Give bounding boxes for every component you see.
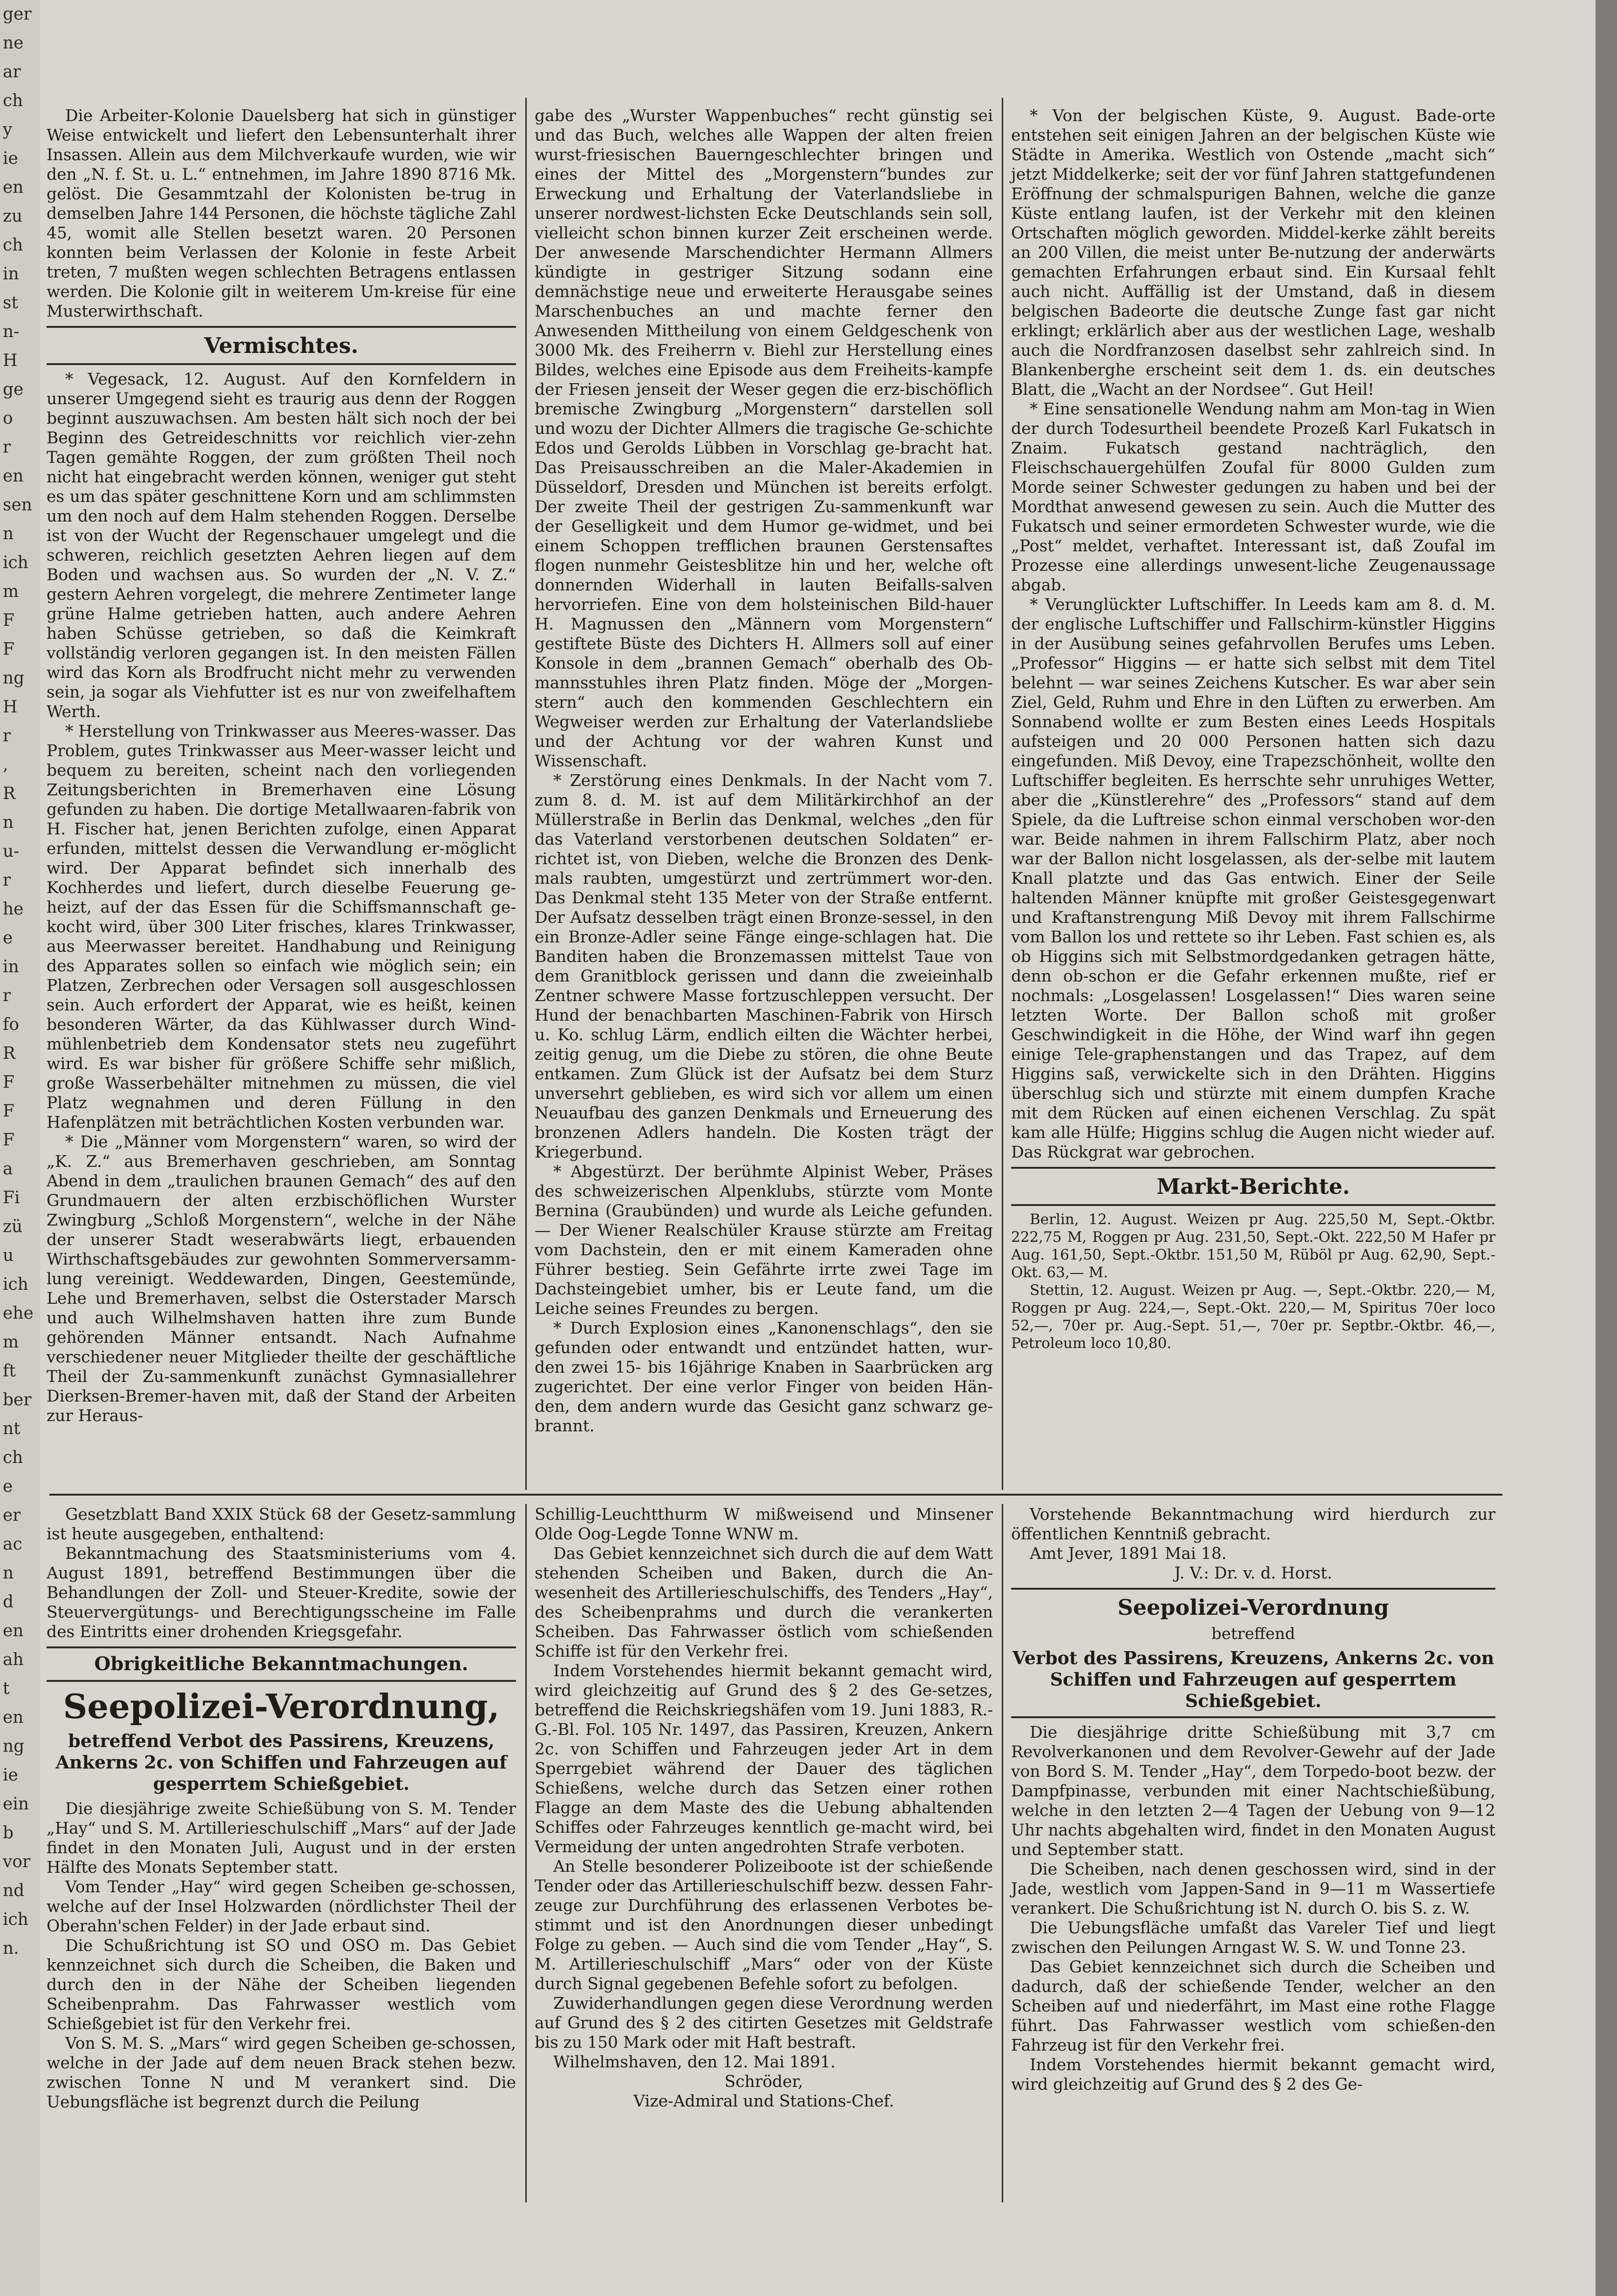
notice-paragraph: Das Gebiet kennzeichnet sich durch die auf dem Watt stehenden Scheiben und Baken, durch die An-wesenheit des Artillerieschulschiffs, des Tenders „Hay“, des Scheibenprahms und durch die verankerten Scheiben. Das Fahrwasser östlich vom schießenden Schiffe ist für den Verkehr frei.: [535, 1544, 993, 1661]
strip-fragment: r: [3, 726, 11, 745]
official-notices-heading: Obrigkeitliche Bekanntmachungen.: [94, 1653, 469, 1675]
kolonie-article: Die Arbeiter-Kolonie Dauelsberg hat sich in günstiger Weise entwickelt und liefert den Lebensunterhalt ihrer Insassen. Allein aus dem Milchverkaufe wurden, wie wir den „N. f. St. u. L.“ entnehmen, im Jahre 1890 8716 Mk. gelöst. Die Gesammtzahl der Kolonisten be-trug in demselben Jahre 144 Personen, die höchste tägliche Zahl 45, womit alle Stellen besetzt waren. 20 Personen konnten beim Verlassen der Kolonie in feste Arbeit treten, 7 mußten wegen schlechten Betragens entlassen werden. Die Kolonie gilt in weiterem Um-kreise für eine Musterwirthschaft.: [47, 107, 516, 321]
notice-paragraph: Vorstehende Bekanntmachung wird hierdurch zur öffentlichen Kenntniß gebracht.: [1011, 1505, 1495, 1544]
strip-fragment: he: [3, 900, 24, 919]
strip-fragment: n: [3, 813, 14, 832]
strip-fragment: en: [3, 1708, 24, 1727]
trinkwasser-article: * Herstellung von Trinkwasser aus Meeres-wasser. Das Problem, gutes Trinkwasser aus Meer-wasser leicht und bequem zu bereiten, scheint nach den vorliegenden Zeitungsberichten in Bremerhaven eine Lösung gefunden zu haben. Die dortige Metallwaaren-fabrik von H. Fischer hat, jenen Berichten zufolge, einen Apparat erfunden, mittelst dessen die Verwandlung er-möglicht wird. Der Apparat befindet sich innerhalb des Kochherdes und liefert, durch dieselbe Feuerung ge-heizt, auf der das Essen für die Schiffsmannschaft ge-kocht wird, über 300 Liter frisches, klares Trinkwasser, aus Meerwasser bereitet. Handhabung und Reinigung des Apparates sollen so einfach wie möglich sein; ein Platzen, Zerbrechen oder Versagen soll ausgeschlossen sein. Auch erfordert der Apparat, wie es heißt, keinen besonderen Wärter, da das Kühlwasser durch Wind-mühlenbetrieb dem Kondensator stets neu zugeführt wird. Es war bisher für größere Schiffe sehr mißlich, große Wasserbehälter mitnehmen zu müssen, die viel Platz wegnahmen und deren Füllung in den Hafenplätzen mit beträchtlichen Kosten verbunden war.: [47, 722, 516, 1132]
strip-fragment: en: [3, 1621, 24, 1640]
strip-fragment: ng: [3, 1737, 25, 1756]
strip-fragment: fo: [3, 1015, 19, 1034]
notice-date: Amt Jever, 1891 Mai 18.: [1030, 1544, 1227, 1563]
strip-fragment: ng: [3, 669, 25, 688]
strip-fragment: m: [3, 1333, 19, 1352]
strip-fragment: a: [3, 1159, 13, 1178]
maenner-article-continued: gabe des „Wurster Wappenbuches“ recht günstig sei und das Buch, welches alle Wappen der alten freien wurst-friesischen Bauerngeschlechter bringen und eines der Mittel des „Morgenstern“bundes zur Erweckung und Erhaltung der Vaterlandsliebe in unserer nordwest-lichsten Ecke Deutschlands sein soll, vielleicht schon binnen kurzer Zeit erscheinen werde. Der anwesende Marschendichter Hermann Allmers kündigte in gestriger Sitzung sodann eine demnächstige neue und erweiterte Herausgabe seines Marschenbuches an und machte ferner den Anwesenden Mittheilung von einem Geldgeschenk von 3000 Mk. des Freiherrn v. Biehl zur Herstellung eines Bildes, welches eine Episode aus dem Freiheits-kampfe der Friesen jenseit der Weser gegen die erz-bischöflich bremische Zwingburg „Morgenstern“ darstellen soll und wozu der Dichter Allmers die tragische Ge-schichte Edos und Gerolds Lübben in Vorschlag ge-bracht hat. Das Preisausschreiben an die Maler-Akademien in Düsseldorf, Dresden und München ist bereits erfolgt. Der zweite Theil der gestrigen Zu-sammenkunft war der Geselligkeit und dem Humor ge-widmet, und bei einem Schoppen trefflichen braunen Gerstensaftes flogen nunmehr Geistesblitze hin und her, welche oft donnernden Widerhall in lauten Beifalls-salven hervorriefen. Eine von dem holsteinischen Bild-hauer H. Magnussen den „Männern vom Morgenstern“ gestiftete Büste des Dichters H. Allmers soll auf einer Konsole in dem „brannen Gemach“ oberhalb des Ob-mannsstuhles ihren Platz finden. Möge der „Morgen-stern“ auch den kommenden Geschlechtern ein Wegweiser werden zur Erhaltung der Vaterlandsliebe und der Achtung vor der wahren Kunst und Wissenschaft.: [535, 107, 993, 771]
strip-fragment: ac: [3, 1535, 22, 1554]
strip-fragment: ehe: [3, 1304, 34, 1323]
strip-fragment: zü: [3, 1217, 23, 1236]
denkmal-article: * Zerstörung eines Denkmals. In der Nacht vom 7. zum 8. d. M. ist auf dem Militärkirchhof an der Müllerstraße in Berlin das Denkmal, welches „den für das Vaterland verstorbenen deutschen Soldaten“ er-richtet ist, von Dieben, welche die Bronzen des Denk-mals raubten, umgestürzt und zertrümmert wor-den. Das Denkmal steht 135 Meter von der Straße entfernt. Der Aufsatz desselben trägt einen Bronze-sessel, in den ein Bronze-Adler seine Fänge einge-schlagen hat. Die Banditen haben die Bronzemassen mittelst Taue von dem Granitblock gerissen und dann die zweieinhalb Zentner schwere Masse fortzuschleppen versucht. Der Hund der benachbarten Maschinen-Fabrik von Hirsch u. Ko. schlug Lärm, endlich eilten die Wächter herbei, zeitig genug, um die Diebe zu stören, die ohne Beute entkamen. Zum Glück ist der Aufsatz bei dem Sturz unversehrt geblieben, es wird sich vor allem um einen Neuaufbau des ganzen Denkmals und Erneuerung des bronzenen Adlers handeln. Die Kosten trägt der Kriegerbund.: [535, 772, 993, 1162]
strip-fragment: F: [3, 640, 14, 659]
notice-paragraph: Die diesjährige zweite Schießübung von S. M. Tender „Hay“ und S. M. Artillerieschulschiff „Mars“ auf der Jade findet in den Monaten Juli, August und in der ersten Hälfte des Monats September statt.: [47, 1800, 516, 1877]
notice-paragraph: Schillig-Leuchtthurm W mißweisend und Minsener Olde Oog-Legde Tonne WNW m.: [535, 1505, 993, 1544]
strip-fragment: ich: [3, 1275, 28, 1294]
strip-fragment: nd: [3, 1881, 25, 1900]
column-3: [1011, 106, 1495, 1352]
notice-paragraph: Die Uebungsfläche umfaßt das Vareler Tief und liegt zwischen den Peilungen Arngast W. S. W. und Tonne 23.: [1011, 1919, 1495, 1957]
seepolizei-subheading-2: Verbot des Passirens, Kreuzens, Ankerns 2c. von Schiffen und Fahrzeugen auf gesperrtem Schießgebiet.: [1012, 1647, 1495, 1711]
strip-fragment: ich: [3, 553, 28, 572]
market-report-berlin: Berlin, 12. August. Weizen pr Aug. 225,50 M, Sept.-Oktbr. 222,75 M, Roggen pr Aug. 231,50, Sept.-Okt. 222,50 M Hafer pr Aug. 161,50, Sept.-Oktbr. 151,50 M, Rüböl pr Aug. 62,90, Sept.-Okt. 63,— M.: [1011, 1211, 1495, 1281]
strip-fragment: ich: [3, 1910, 28, 1929]
bottom-column-1: [47, 1505, 516, 2112]
bottom-column-2: [535, 1505, 993, 2111]
column-rule-1: [525, 98, 527, 1490]
seepolizei-heading: Seepolizei-Verordnung,: [63, 1686, 500, 1726]
divider: [1011, 1588, 1495, 1590]
divider: [47, 1646, 516, 1648]
strip-fragment: in: [3, 264, 19, 284]
strip-fragment: F: [3, 1073, 14, 1092]
vegesack-article: * Vegesack, 12. August. Auf den Kornfeldern in unserer Umgegend sieht es traurig aus denn der Roggen beginnt auszuwachsen. Am besten hält sich noch der bei Beginn des Getreideschnitts vor reichlich vier-zehn Tagen gemähte Roggen, der zum größten Theil noch nicht hat eingebracht werden können, weniger gut steht es um das später geschnittene Korn und am schlimmsten um den noch auf dem Halm stehenden Roggen. Derselbe ist von der Wucht der Regenschauer umgelegt und die schweren, reichlich gesetzten Aehren liegen auf dem Boden und wachsen aus. So wurden der „N. V. Z.“ gestern Aehren vorgelegt, die mehrere Zentimeter lange grüne Halme getrieben hatten, auch andere Aehren haben Schüsse getrieben, so daß die Keimkraft vollständig verloren gegangen ist. In den meisten Fällen wird das Korn als Brodfrucht nicht mehr zu verwenden sein, ja sogar als Viehfutter ist es nur von zweifelhaftem Werth.: [47, 370, 516, 721]
adjacent-page-strip: [0, 0, 40, 2296]
strip-fragment: ne: [3, 34, 24, 53]
strip-fragment: R: [3, 784, 16, 803]
section-heading-vermischtes: Vermischtes.: [204, 333, 359, 358]
strip-fragment: e: [3, 928, 13, 948]
seepolizei-heading-2: Seepolizei-Verordnung: [1117, 1595, 1389, 1620]
strip-fragment: n-: [3, 322, 20, 341]
strip-fragment: R: [3, 1044, 16, 1063]
strip-fragment: y: [3, 120, 13, 139]
strip-fragment: ger: [3, 5, 32, 24]
strip-fragment: er: [3, 1506, 21, 1525]
strip-fragment: u: [3, 1246, 14, 1265]
strip-fragment: ein: [3, 1795, 29, 1814]
notice-paragraph: Vom Tender „Hay“ wird gegen Scheiben ge-schossen, welche auf der Insel Holzwarden (nördlichster Theil der Oberahn'schen Felder) in der Jade erbaut sind.: [47, 1878, 516, 1936]
betreffend-label: betreffend: [1211, 1625, 1295, 1643]
notice-paragraph: Die diesjährige dritte Schießübung mit 3,7 cm Revolverkanonen und dem Revolver-Gewehr auf der Jade von Bord S. M. Tender „Hay“, dem Torpedo-boot bezw. der Dampfpinasse, verbunden mit einer Nachtschießübung, welche in den letzten 2—4 Tagen der Uebung von 9—12 Uhr nachts abgehalten wird, findet in den Monaten August und September statt.: [1011, 1723, 1495, 1859]
strip-fragment: b: [3, 1823, 14, 1842]
strip-fragment: F: [3, 1102, 14, 1121]
strip-fragment: n: [3, 524, 14, 543]
strip-fragment: ah: [3, 1650, 24, 1669]
strip-fragment: r: [3, 986, 11, 1005]
strip-fragment: u-: [3, 842, 20, 861]
seepolizei-subheading: betreffend Verbot des Passirens, Kreuzens, Ankerns 2c. von Schiffen und Fahrzeugen auf gesperrtem Schießgebiet.: [55, 1730, 507, 1794]
strip-fragment: ar: [3, 62, 21, 81]
strip-fragment: zu: [3, 207, 23, 226]
abgestuerzt-article: * Abgestürzt. Der berühmte Alpinist Weber, Präses des schweizerischen Alpenklubs, stürzte vom Monte Bernina (Graubünden) und wurde als Leiche gefunden. — Der Wiener Realschüler Krause stürzte am Freitag vom Dachstein, den er mit einem Kameraden ohne Führer bestieg. Sein Gefährte irrte zwei Tage im Dachsteingebiet umher, bis er Leute fand, um die Leiche seines Freundes zu bergen.: [535, 1163, 993, 1318]
notice-paragraph: An Stelle besonderer Polizeiboote ist der schießende Tender oder das Artillerieschulschiff bezw. dessen Fahr-zeuge zur Durchführung des erlassenen Verbotes be-stimmt und ist den Anordnungen dieser unbedingt Folge zu geben. — Auch sind die vom Tender „Hay“, S. M. Artillerieschulschiff „Mars“ oder von der Küste durch Signal gegebenen Befehle sofort zu befolgen.: [535, 1857, 993, 1993]
strip-fragment: ge: [3, 380, 24, 399]
strip-fragment: ber: [3, 1390, 32, 1409]
strip-fragment: n.: [3, 1939, 19, 1958]
maenner-article: * Die „Männer vom Morgenstern“ waren, so wird der „K. Z.“ aus Bremerhaven geschrieben, am Sonntag Abend in dem „traulichen braunen Gemach“ des auf den Grundmauern der alten erzbischöflichen Wurster Zwingburg „Schloß Morgenstern“, welche in der Nähe der unserer Stadt weserabwärts liegt, erbauenden Wirthschaftsgebäudes zur gewohnten Sommerversamm-lung vereinigt. Weddewarden, Dingen, Geestemünde, Lehe und Bremerhaven, selbst die Osterstader Marsch und auch Wilhelmshaven hatten ihre zum Bunde gehörenden Männer entsandt. Nach Aufnahme verschiedener neuer Mitglieder theilte der geschäftliche Theil der Zu-sammenkunft zunächst Gymnasiallehrer Dierksen-Bremer-haven mit, daß der Stand der Arbeiten zur Heraus-: [47, 1133, 516, 1425]
notice-paragraph: Die Scheiben, nach denen geschossen wird, sind in der Jade, westlich vom Jappen-Sand in 9—11 m Wassertiefe verankert. Die Schußrichtung ist N. durch O. bis S. z. W.: [1011, 1860, 1495, 1918]
notice-paragraph: Von S. M. S. „Mars“ wird gegen Scheiben ge-schossen, welche in der Jade auf dem neuen Brack stehen bezw. zwischen Tonne N und M verankert sind. Die Uebungsfläche ist begrenzt durch die Peilung: [47, 2034, 516, 2112]
explosion-article: * Durch Explosion eines „Kanonenschlags“, den sie gefunden oder entwandt und entzündet hatten, wur-den zwei 15- bis 16jährige Knaben in Saarbrücken arg zugerichtet. Der eine verlor Finger von beiden Hän-den, dem andern wurde das Gesicht ganz schwarz ge-brannt.: [535, 1319, 993, 1436]
strip-fragment: ch: [3, 1448, 23, 1467]
strip-fragment: e: [3, 1477, 13, 1496]
signature: J. V.: Dr. v. d. Horst.: [1174, 1564, 1332, 1583]
strip-fragment: ie: [3, 149, 18, 168]
strip-fragment: Fi: [3, 1188, 20, 1207]
divider: [1011, 1167, 1495, 1169]
kueste-article: * Von der belgischen Küste, 9. August. Bade-orte entstehen seit einigen Jahren an der belgischen Küste wie Städte in Amerika. Westlich von Ostende „macht sich“ jetzt Middelkerke; seit der vor fünf Jahren stattgefundenen Eröffnung der schmalspurigen Bahnen, welche die ganze Küste entlang laufen, ist der Verkehr mit den kleinen Ortschaften möglich geworden. Middel-kerke zählt bereits an 200 Villen, die meist unter Be-nutzung der anderwärts gemachten Erfahrungen erbaut sind. Ein Kursaal fehlt auch nicht. Auffällig ist der Umstand, daß in diesem belgischen Badeorte die deutsche Zunge fast gar nicht erklingt; erklärlich aber aus der westlichen Lage, weshalb auch die Nordfranzosen daselbst sehr zahlreich sind. In Blankenberghe erscheint seit dem 1. ds. ein deutsches Blatt, die „Wacht an der Nordsee“. Gut Heil!: [1011, 107, 1495, 399]
wendung-article: * Eine sensationelle Wendung nahm am Mon-tag in Wien der durch Todesurtheil beendete Prozeß Karl Fukatsch in Znaim. Fukatsch gestand nachträglich, den Fleischschauergehülfen Zoufal für 8000 Gulden zum Morde seiner Schwester gedungen zu haben und bei der Mordthat anwesend gewesen zu sein. Auch die Mutter des Fukatsch und seiner ermordeten Schwester wurde, wie die „Post“ meldet, verhaftet. Interessant ist, daß Zoufal im Prozesse eine allerdings unwesent-liche Zeugenaussage abgab.: [1011, 400, 1495, 595]
notice-paragraph: Indem Vorstehendes hiermit bekannt gemacht wird, wird gleichzeitig auf Grund des § 2 des Ge-setzes, betreffend die Reichskriegshäfen vom 19. Juni 1883, R.-G.-Bl. Fol. 105 Nr. 1497, das Passiren, Kreuzen, Ankern 2c. von Schiffen und Fahrzeugen jeder Art in dem Sperrgebiet während der Dauer des täglichen Schießens, welche durch das Setzen einer rothen Flagge an dem Maste des die Uebung abhaltenden Schiffes oder Fahrzeuges kenntlich ge-macht wird, bei Vermeidung der unten angedrohten Strafe verboten.: [535, 1662, 993, 1856]
strip-fragment: F: [3, 611, 14, 630]
strip-fragment: r: [3, 438, 11, 457]
strip-fragment: n: [3, 1564, 14, 1583]
luftschiffer-article: * Verunglückter Luftschiffer. In Leeds kam am 8. d. M. der englische Luftschiffer und Fallschirm-künstler Higgins in der Ausübung seines gefahrvollen Berufes ums Leben. „Professor“ Higgins — er hatte sich selbst mit dem Titel belehnt — war seines Zeichens Kutscher. Es war aber sein Ziel, Geld, Ruhm und Ehre in den Lüften zu erwerben. Am Sonnabend wollte er zum Besten eines Leeds Hospitals aufsteigen und 20 000 Personen hatten sich dazu eingefunden. Miß Devoy, eine Trapezschönheit, wollte den Luftschiffer begleiten. Es herrschte sehr unruhiges Wetter, aber die „Künstlerehre“ des „Professors“ stand auf dem Spiele, da die Luftreise schon einmal verschoben wor-den war. Beide nahmen in ihrem Fallschirm Platz, aber noch war der Ballon nicht losgelassen, als der-selbe mit lautem Knall platzte und das Gas entwich. Einer der Seile haltenden Männer knüpfte mit großer Geistesgegenwart und Kraftanstrengung Miß Devoy mit ihrem Fallschirme vom Ballon los und rettete so ihr Leben. Fast schien es, als ob Higgins sich mit Selbstmordgedanken getragen hätte, denn ob-schon er die Gefahr erkennen mußte, rief er nochmals: „Losgelassen! Losgelassen!“ Dies waren seine letzten Worte. Der Ballon schoß mit großer Geschwindigkeit in die Höhe, der Wind warf ihn gegen einige Tele-graphenstangen und das Trapez, auf dem Higgins saß, verwickelte sich in den Drähten. Higgins überschlug sich und stürzte mit einem dumpfen Krache mit dem Rücken auf einen eichenen Verschlag. Zu spät kam alle Hülfe; Higgins schlug die Augen nicht wieder auf. Das Rückgrat war gebrochen.: [1011, 596, 1495, 1162]
strip-fragment: o: [3, 409, 13, 428]
strip-fragment: sen: [3, 495, 32, 515]
bottom-column-rule-1: [525, 1504, 527, 2202]
strip-fragment: t: [3, 1679, 10, 1698]
column-1: [47, 106, 516, 1426]
gesetzblatt-notice: Gesetzblatt Band XXIX Stück 68 der Gesetz-sammlung ist heute ausgegeben, enthaltend:: [47, 1505, 516, 1544]
notice-paragraph: Zuwiderhandlungen gegen diese Verordnung werden auf Grund des § 2 des citirten Gesetzes mit Geldstrafe bis zu 150 Mark oder mit Haft bestraft.: [535, 1994, 993, 2052]
strip-fragment: H: [3, 351, 18, 370]
strip-fragment: nt: [3, 1419, 20, 1438]
newspaper-page: [40, 0, 1596, 2296]
notice-paragraph: Die Schußrichtung ist SO und OSO m. Das Gebiet kennzeichnet sich durch die Scheiben, die Baken und durch den in der Nähe der Scheiben liegenden Scheibenprahm. Das Fahrwasser westlich vom Schießgebiet ist für den Verkehr frei.: [47, 1937, 516, 2033]
strip-fragment: d: [3, 1592, 14, 1612]
notice-date: Wilhelmshaven, den 12. Mai 1891.: [553, 2053, 836, 2072]
notice-paragraph: Indem Vorstehendes hiermit bekannt gemacht wird, wird gleichzeitig auf Grund des § 2 des Ge-: [1011, 2056, 1495, 2094]
divider: [1011, 1716, 1495, 1718]
signature-name: Schröder,: [724, 2072, 803, 2091]
bekanntmachung-notice: Bekanntmachung des Staatsministeriums vom 4. August 1891, betreffend Bestimmungen über die Behandlungen der Zoll- und Steuer-Kredite, sowie der Steuervergütungs- und Berechtigungsscheine im Falle des Eintritts einer drohenden Kriegsgefahr.: [47, 1544, 516, 1641]
strip-fragment: in: [3, 957, 19, 976]
column-rule-2: [1002, 98, 1003, 1490]
signature-title: Vize-Admiral und Stations-Chef.: [633, 2092, 894, 2111]
notice-paragraph: Das Gebiet kennzeichnet sich durch die Scheiben und dadurch, daß der schießende Tender, welcher an den Scheiben auf und niederfährt, im Mast eine rothe Flagge führt. Das Fahrwasser westlich vom schießen-den Fahrzeug ist für den Verkehr frei.: [1011, 1958, 1495, 2055]
strip-fragment: ch: [3, 236, 23, 255]
divider: [47, 363, 516, 365]
divider: [47, 326, 516, 328]
strip-fragment: H: [3, 698, 18, 717]
section-rule: [49, 1494, 1502, 1496]
bottom-column-rule-2: [1002, 1504, 1003, 2202]
strip-fragment: m: [3, 582, 19, 601]
strip-fragment: ie: [3, 1766, 18, 1785]
strip-fragment: F: [3, 1131, 14, 1150]
market-report-stettin: Stettin, 12. August. Weizen pr Aug. —, Sept.-Oktbr. 220,— M, Roggen pr Aug. 224,—, Sept.-Okt. 220,— M, Spiritus 70er loco 52,—, 70er pr. Aug.-Sept. 51,—, 70er pr. Septbr.-Oktbr. 46,—, Petroleum loco 10,80.: [1011, 1282, 1495, 1352]
strip-fragment: en: [3, 467, 24, 486]
strip-fragment: en: [3, 178, 24, 197]
strip-fragment: ch: [3, 91, 23, 110]
strip-fragment: vor: [3, 1852, 31, 1871]
divider: [47, 1680, 516, 1682]
strip-fragment: st: [3, 293, 18, 312]
bottom-column-3: [1011, 1505, 1495, 2094]
strip-fragment: ft: [3, 1361, 16, 1381]
strip-fragment: r: [3, 871, 11, 890]
section-heading-markt: Markt-Berichte.: [1156, 1174, 1350, 1199]
column-2: [535, 106, 993, 1436]
strip-fragment: ,: [3, 755, 8, 774]
divider: [1011, 1204, 1495, 1206]
